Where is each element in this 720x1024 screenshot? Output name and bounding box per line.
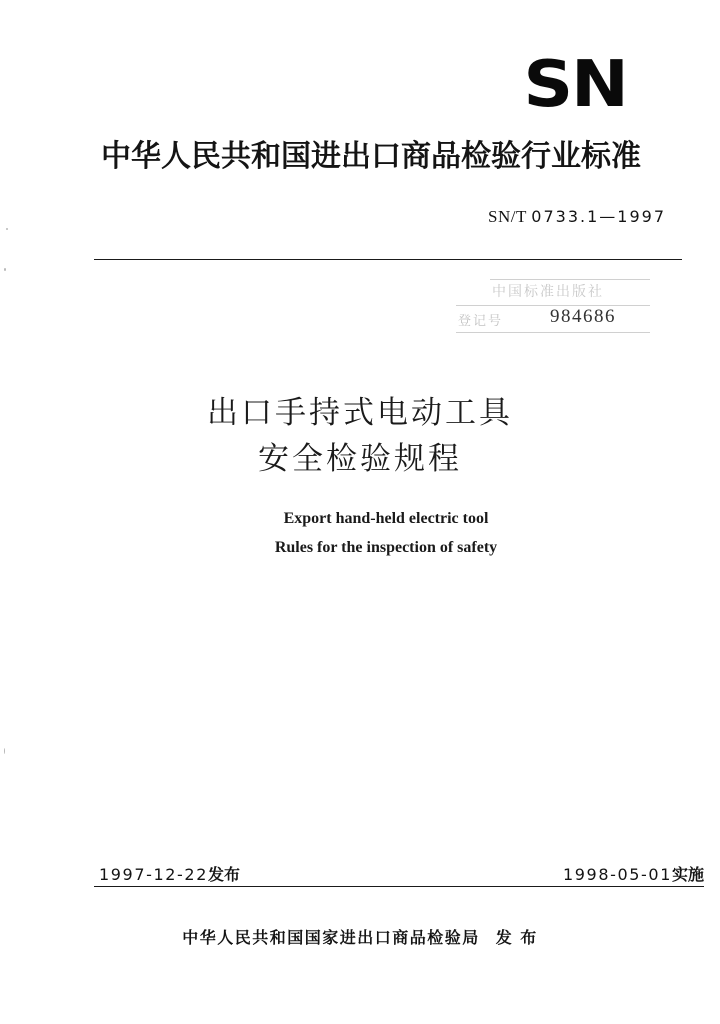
stamp-label: 登记号 [458,314,504,329]
chinese-title-line-2: 安全检验规程 [258,441,462,477]
implementation-date-value: 1998-05-01 [563,865,672,884]
chinese-title-line-1: 出口手持式电动工具 [207,395,513,431]
english-title-line-1: Export hand-held electric tool [283,510,489,527]
top-divider [94,259,682,260]
scan-speck [4,268,6,271]
sn-logo: SN [523,48,627,122]
stamp-faint-text: 中国标准出版社 [492,284,604,300]
implementation-date [563,862,704,885]
english-title-line-2: Rules for the inspection of safety [274,539,498,556]
scan-speck [6,228,8,230]
registration-stamp [456,279,652,337]
issue-date [99,862,240,885]
issuing-standard-category: 中华人民共和国进出口商品检验行业标准 [101,139,641,174]
standard-prefix: SN/T [488,207,527,226]
stamp-border-bottom [456,332,650,333]
publisher-name: 中华人民共和国国家进出口商品检验局 [182,928,480,947]
issue-date-suffix: 发布 [207,865,240,884]
implementation-date-suffix: 实施 [671,865,704,884]
bottom-divider [94,886,704,887]
publisher-line [0,925,720,948]
stamp-number: 984686 [550,306,616,327]
standard-code: 0733.1—1997 [531,207,666,226]
standard-number [488,207,666,227]
publish-label: 发 布 [495,928,538,947]
issue-date-value: 1997-12-22 [99,865,208,884]
stamp-border-top [490,279,650,280]
scan-speck [4,748,5,754]
